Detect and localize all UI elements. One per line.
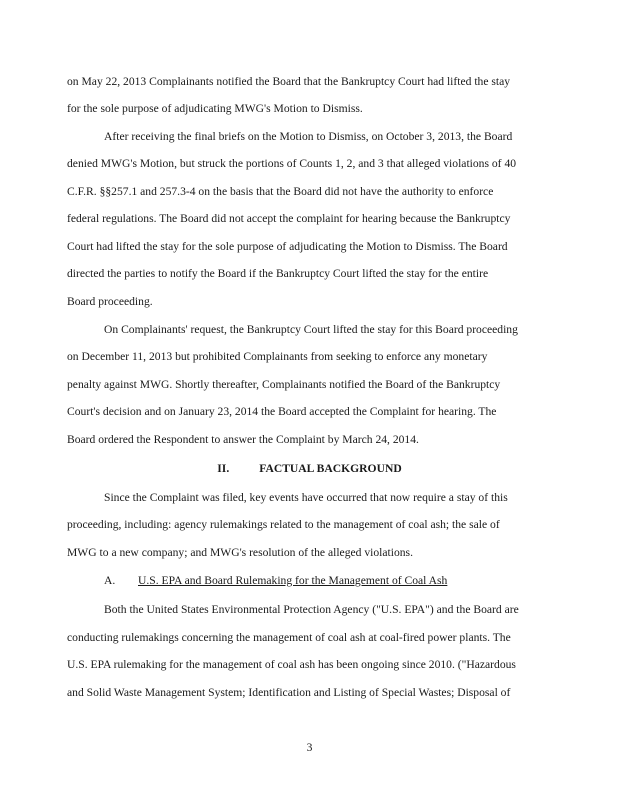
- section-title: FACTUAL BACKGROUND: [259, 462, 402, 475]
- subsection-heading: [104, 574, 584, 588]
- body-line: Board ordered the Respondent to answer the Complaint by March 24, 2014.: [67, 433, 419, 446]
- section-number: II.: [217, 462, 230, 475]
- body-line: and Solid Waste Management System; Identification and Listing of Special Wastes; Disposal of: [67, 686, 511, 699]
- subsection-letter: A.: [104, 574, 116, 587]
- page-number: 3: [306, 741, 313, 754]
- body-line: directed the parties to notify the Board if the Bankruptcy Court lifted the stay for the entire: [67, 267, 489, 280]
- body-line: Since the Complaint was filed, key events have occurred that now require a stay of this: [104, 491, 508, 504]
- body-line: Court's decision and on January 23, 2014 the Board accepted the Complaint for hearing. The: [67, 405, 497, 418]
- body-line: proceeding, including: agency rulemakings related to the management of coal ash; the sale of: [67, 518, 500, 531]
- body-line: After receiving the final briefs on the Motion to Dismiss, on October 3, 2013, the Board: [104, 130, 513, 143]
- body-line: Board proceeding.: [67, 295, 153, 308]
- body-line: On Complainants' request, the Bankruptcy Court lifted the stay for this Board proceeding: [104, 323, 518, 336]
- section-heading: [0, 462, 619, 476]
- subsection-title: U.S. EPA and Board Rulemaking for the Management of Coal Ash: [138, 574, 448, 587]
- body-line: MWG to a new company; and MWG's resolution of the alleged violations.: [67, 546, 413, 559]
- body-line: denied MWG's Motion, but struck the portions of Counts 1, 2, and 3 that alleged violations of 40: [67, 157, 517, 170]
- body-line: U.S. EPA rulemaking for the management of coal ash has been ongoing since 2010. ("Hazardous: [67, 658, 516, 671]
- body-line: for the sole purpose of adjudicating MWG's Motion to Dismiss.: [67, 102, 363, 115]
- body-line: on December 11, 2013 but prohibited Complainants from seeking to enforce any monetary: [67, 350, 488, 363]
- body-line: conducting rulemakings concerning the management of coal ash at coal-fired power plants. The: [67, 631, 511, 644]
- body-line: penalty against MWG. Shortly thereafter, Complainants notified the Board of the Bankruptcy: [67, 378, 501, 391]
- body-line: C.F.R. §§257.1 and 257.3-4 on the basis that the Board did not have the authority to enforce: [67, 185, 494, 198]
- body-line: Both the United States Environmental Protection Agency ("U.S. EPA") and the Board are: [104, 603, 519, 616]
- body-line: Court had lifted the stay for the sole purpose of adjudicating the Motion to Dismiss. The Board: [67, 240, 508, 253]
- body-line: on May 22, 2013 Complainants notified the Board that the Bankruptcy Court had lifted the stay: [67, 75, 511, 88]
- body-line: federal regulations. The Board did not accept the complaint for hearing because the Bankruptcy: [67, 212, 511, 225]
